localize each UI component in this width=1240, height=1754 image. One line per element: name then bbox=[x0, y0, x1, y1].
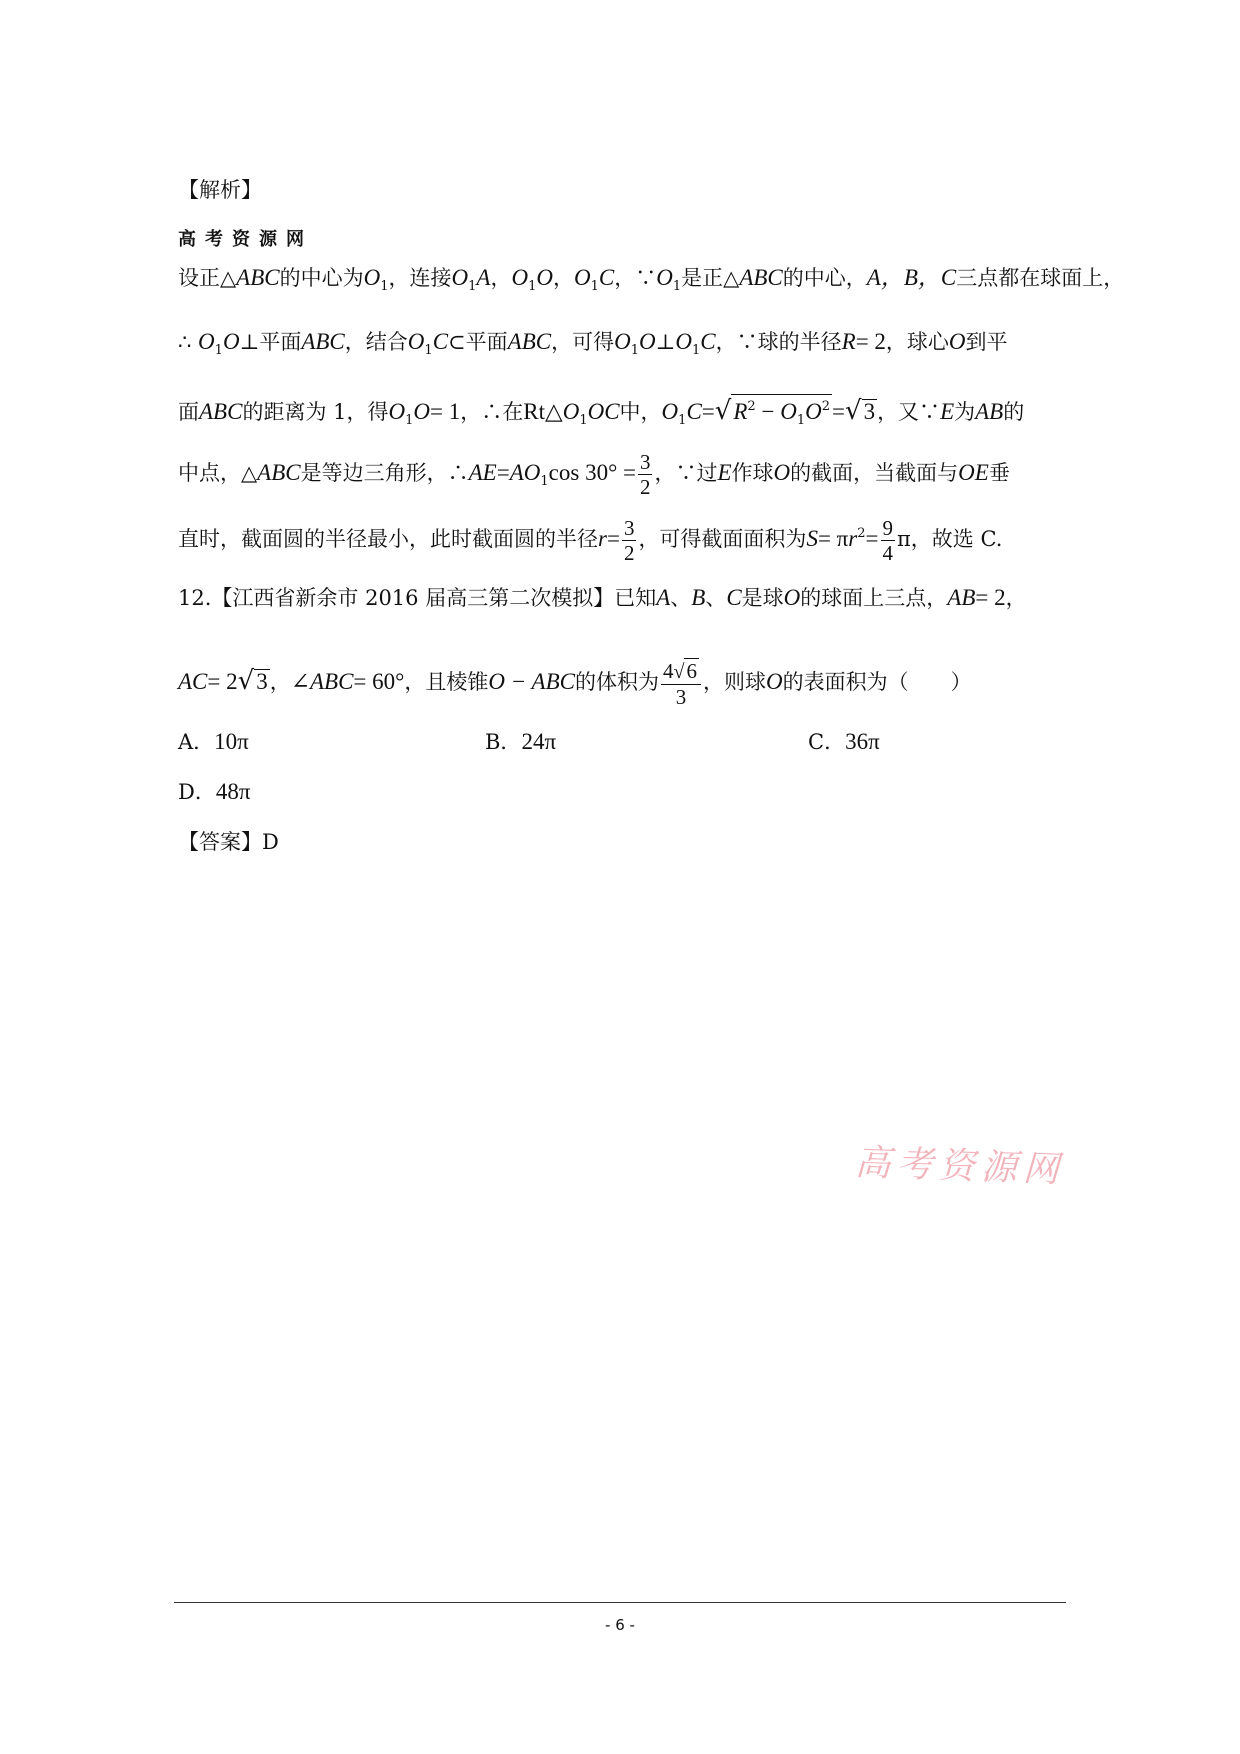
radical-sign: √ bbox=[714, 396, 732, 426]
radical-sign: √ bbox=[237, 666, 255, 696]
footer-divider bbox=[174, 1602, 1066, 1603]
solution-line-3: 面ABC的距离为 1，得$O_1O= 1$，∴在$Rt\triangle O_1OC$中，$O_1C=√R^2 - O_1O^2=√3$，又∵E为AB的 bbox=[178, 394, 1024, 435]
problem-line-1: 12.【江西省新余市 2016 届高三第二次模拟】已知A、B、C是球O的球面上三点，AB= 2， bbox=[178, 585, 1027, 610]
fraction: $\frac{4√6}{3}$ bbox=[661, 658, 701, 709]
problem-line-2: AC= 2√3，∠ABC= 60°，且棱锥O − ABC的体积为 $\frac{4√6}{3}$ ，则球O的表面积为（ ） bbox=[178, 659, 972, 709]
option-b: B．24π bbox=[485, 729, 557, 754]
option-d: D．48π bbox=[178, 779, 251, 804]
watermark-logo: 高考资源网 bbox=[854, 1142, 1066, 1191]
solution-line-2: ∴ $O_1O\perp$平面ABC，结合$O_1C\subset$平面ABC，可得$O_1O\perp O_1C$，∵球的半径R= 2，球心O到平 bbox=[178, 329, 1008, 358]
answer: 【答案】D bbox=[178, 830, 279, 854]
fraction: $\frac{9}{4}$ bbox=[882, 516, 893, 565]
sqrt-expression: $R^2 - O_1O^2$ bbox=[731, 394, 832, 433]
solution-line-4: 中点，△ABC是等边三角形，$\therefore AE=AO_1\cos$ 30° = $\frac{3}{2}$ ，∵过E作球O的截面，当截面与OE垂 bbox=[178, 450, 1010, 499]
page-number: - 6 - bbox=[605, 1616, 635, 1634]
fraction: $\frac{3}{2}$ bbox=[623, 516, 635, 565]
solution-line-5: 直时，截面圆的半径最小，此时截面圆的半径r= $\frac{3}{2}$ ，可得截面面积为$S= \pi r^2=$ $\frac{9}{4}$ π，故选 C. bbox=[178, 516, 1003, 565]
brand-line: 高考资源网 bbox=[178, 229, 313, 250]
option-a: A．10π bbox=[178, 729, 249, 754]
section-heading: 【解析】 bbox=[178, 178, 262, 202]
solution-line-1: 设正△ABC的中心为$O_1$，连接$O_1A$，$O_1O$，$O_1C$，$\because O_1$是正△ABC的中心，A，B，C三点都在球面上， bbox=[178, 265, 1125, 294]
option-c: C．36π bbox=[808, 729, 880, 754]
fraction: $\frac{3}{2}$ bbox=[639, 450, 651, 499]
radical-sign: √ bbox=[844, 396, 862, 426]
